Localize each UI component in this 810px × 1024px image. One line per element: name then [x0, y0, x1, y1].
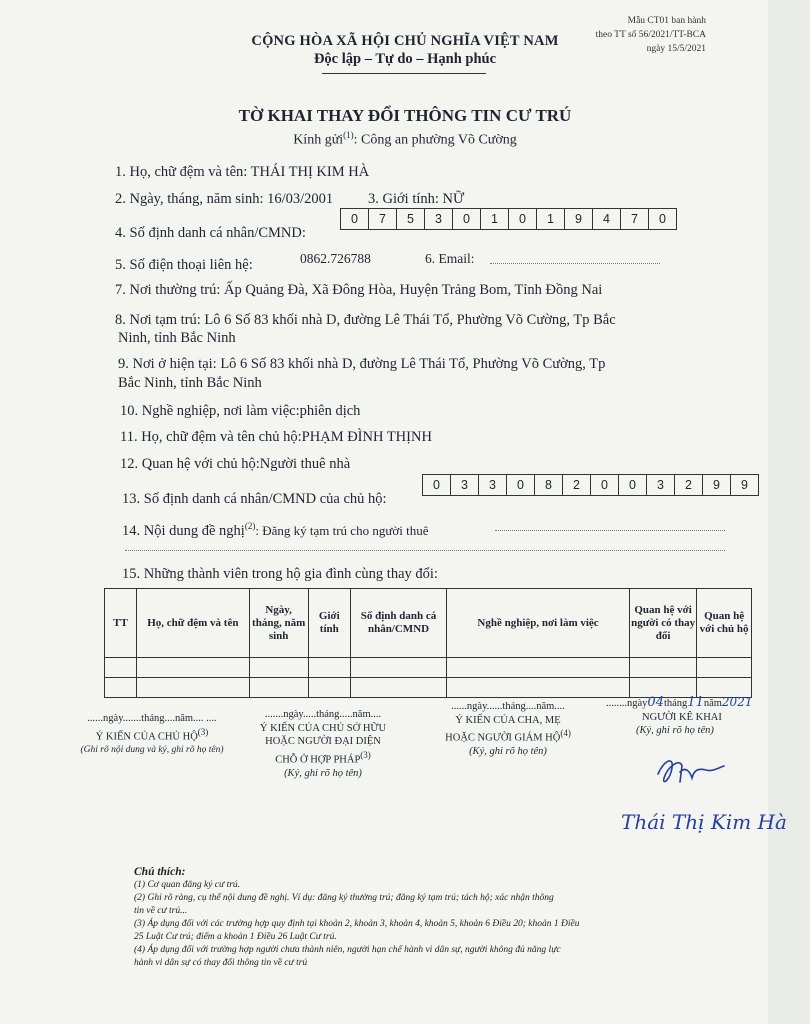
- digit-box: 0: [423, 475, 451, 495]
- digit-box: 0: [619, 475, 647, 495]
- id-number-boxes: [340, 208, 677, 230]
- digit-box: 3: [425, 209, 453, 229]
- note-line: hành vi dân sự có thay đổi thông tin về cư trú: [134, 958, 308, 968]
- digit-box: 1: [537, 209, 565, 229]
- form-code-line: Mẫu CT01 ban hành: [627, 16, 706, 26]
- request-value: : Đăng ký tạm trú cho người thuê: [255, 522, 429, 538]
- table-row: [105, 658, 752, 678]
- sig-hint: (Ghi rõ nội dung và ký, ghi rõ họ tên): [80, 744, 224, 755]
- digit-box: 3: [451, 475, 479, 495]
- signature-block-owner: [238, 708, 408, 780]
- field-current-address-line2: Bắc Ninh, tỉnh Bắc Ninh: [118, 375, 262, 391]
- signature-block-guardian: [428, 700, 588, 759]
- recipient-label: Kính gửi: [293, 132, 344, 148]
- head-id-number-boxes: [422, 474, 759, 496]
- footnote-ref: (2): [244, 521, 256, 531]
- digit-box: 7: [369, 209, 397, 229]
- handwritten-day: 04: [647, 695, 664, 710]
- footnote-ref: (4): [560, 728, 571, 738]
- footnote-ref: (1): [343, 130, 354, 140]
- notes-heading: Chú thích:: [134, 866, 186, 878]
- signature-scribble: [650, 752, 730, 792]
- digit-box: 9: [565, 209, 593, 229]
- field-email-label: 6. Email:: [425, 251, 475, 266]
- handwritten-month: 11: [687, 695, 704, 710]
- sig-hint: (Ký, ghi rõ họ tên): [636, 725, 714, 736]
- col-rel-head: Quan hệ với chủ hộ: [697, 589, 752, 658]
- members-table: [104, 588, 752, 698]
- form-title: TỜ KHAI THAY ĐỔI THÔNG TIN CƯ TRÚ: [238, 106, 572, 125]
- recipient: [0, 130, 810, 149]
- digit-box: 9: [741, 478, 748, 492]
- digit-box: 4: [593, 209, 621, 229]
- digit-box: 9: [703, 475, 731, 495]
- digit-box: 0: [453, 209, 481, 229]
- digit-box: 0: [591, 475, 619, 495]
- sig-date-line: ......ngày......tháng....năm....: [451, 701, 565, 712]
- field-phone-label: 5. Số điện thoại liên hệ:: [115, 257, 253, 273]
- footnote-ref: (3): [197, 726, 209, 737]
- col-birth: Ngày, tháng, năm sinh: [249, 589, 308, 658]
- col-occupation: Nghề nghiệp, nơi làm việc: [447, 589, 630, 658]
- digit-box: 7: [621, 209, 649, 229]
- col-id: Số định danh cá nhân/CMND: [350, 589, 446, 658]
- form-code-line: theo TT số 56/2021/TT-BCA: [595, 30, 706, 40]
- field-head-id-label: 13. Số định danh cá nhân/CMND của chủ hộ:: [122, 491, 387, 507]
- note-line: (4) Áp dụng đối với trường hợp người chưa thành niên, người hạn chế hành vi dân sự, người không đủ năng lực: [134, 945, 561, 955]
- field-id-label: 4. Số định danh cá nhân/CMND:: [115, 225, 306, 241]
- request-dotted-line: [495, 530, 725, 531]
- field-request: [122, 517, 428, 540]
- request-label: 14. Nội dung đề nghị: [122, 522, 245, 539]
- sig-date-line: .......ngày.....tháng.....năm....: [264, 709, 382, 720]
- note-line: 25 Luật Cư trú; điểm a khoản 1 Điều 26 Luật Cư trú.: [134, 932, 337, 942]
- footnote-ref: (3): [360, 749, 371, 760]
- sig-hint: (Ký, ghi rõ họ tên): [284, 767, 362, 779]
- email-dotted-line: [490, 263, 660, 264]
- form-code-line: ngày 15/5/2021: [646, 44, 706, 54]
- field-gender: 3. Giới tính: NỮ: [368, 191, 465, 207]
- col-tt: TT: [105, 589, 137, 658]
- sig-title: NGƯỜI KÊ KHAI: [642, 711, 722, 723]
- field-temp-address-line2: Ninh, tỉnh Bắc Ninh: [118, 330, 236, 346]
- field-permanent-address: 7. Nơi thường trú: Ấp Quảng Đà, Xã Đông Hòa, Huyện Trảng Bom, Tỉnh Đồng Nai: [115, 282, 603, 298]
- table-header-row: [105, 589, 752, 658]
- field-phone-value: 0862.726788: [300, 251, 371, 266]
- handwritten-name: Thái Thị Kim Hà: [621, 810, 787, 834]
- sig-date-line: ........ngày04tháng11năm2021: [606, 695, 753, 710]
- sig-date-line: ......ngày.......tháng....năm.... ....: [87, 713, 217, 724]
- sig-hint: (Ký, ghi rõ họ tên): [469, 746, 547, 757]
- digit-box: 2: [675, 475, 703, 495]
- note-line: (2) Ghi rõ ràng, cụ thể nội dung đề nghị. Ví dụ: đăng ký thường trú; đăng ký tạm trú; tách hộ; xác nhận thông: [134, 893, 554, 903]
- recipient-value: : Công an phường Võ Cường: [353, 132, 517, 148]
- footnotes: [134, 866, 579, 970]
- field-full-name: 1. Họ, chữ đệm và tên: THÁI THỊ KIM HÀ: [115, 164, 370, 180]
- motto: Độc lập – Tự do – Hạnh phúc: [313, 51, 497, 67]
- digit-box: 3: [647, 475, 675, 495]
- signature-block-household-head: [52, 712, 252, 757]
- digit-box: 0: [507, 475, 535, 495]
- col-rel-changed: Quan hệ với người có thay đổi: [630, 589, 697, 658]
- field-members-heading: 15. Những thành viên trong hộ gia đình cùng thay đổi:: [122, 566, 438, 582]
- col-name: Họ, chữ đệm và tên: [137, 589, 250, 658]
- note-line: (3) Áp dụng đối với các trường hợp quy định tại khoản 2, khoản 3, khoản 4, khoản 5, khoản 6 Điều 20; khoản 1 Điều: [134, 919, 580, 929]
- field-relationship: 12. Quan hệ với chủ hộ:Người thuê nhà: [120, 456, 351, 472]
- digit-box: 1: [481, 209, 509, 229]
- note-line: (1) Cơ quan đăng ký cư trú.: [134, 880, 241, 890]
- motto-underline: [322, 73, 486, 74]
- field-temp-address-line1: 8. Nơi tạm trú: Lô 6 Số 83 khối nhà D, đường Lê Thái Tổ, Phường Võ Cường, Tp Bắc: [115, 312, 616, 328]
- sig-title-line2: HOẶC NGƯỜI ĐẠI DIỆN: [265, 736, 381, 747]
- field-occupation: 10. Nghề nghiệp, nơi làm việc:phiên dịch: [120, 403, 361, 419]
- col-gender: Giới tính: [308, 589, 350, 658]
- request-dotted-line-2: [125, 550, 725, 551]
- nation-header: CỘNG HÒA XÃ HỘI CHỦ NGHĨA VIỆT NAM: [251, 33, 559, 49]
- digit-box: 0: [341, 209, 369, 229]
- signature-block-declarant: [606, 696, 766, 738]
- sig-title: Ý KIẾN CỦA CHỦ HỘ$^{(3)}$: [95, 726, 209, 742]
- digit-box: 2: [563, 475, 591, 495]
- note-line: tin về cư trú...: [134, 906, 188, 916]
- field-household-head: 11. Họ, chữ đệm và tên chủ hộ:PHẠM ĐÌNH THỊNH: [120, 429, 432, 445]
- sig-title-line3: CHỖ Ở HỢP PHÁP$^{(3)}$: [275, 749, 371, 765]
- sig-title-line2: HOẶC NGƯỜI GIÁM HỘ$^{(4)}$: [445, 728, 571, 744]
- digit-box: 0: [509, 209, 537, 229]
- handwritten-year: 2021: [721, 695, 753, 709]
- digit-box: 3: [479, 475, 507, 495]
- digit-box: 8: [535, 475, 563, 495]
- digit-box: 5: [397, 209, 425, 229]
- sig-title-line1: Ý KIẾN CỦA CHA, MẸ: [455, 714, 561, 726]
- sig-title-line1: Ý KIẾN CỦA CHỦ SỞ HỮU: [259, 722, 387, 734]
- field-current-address-line1: 9. Nơi ở hiện tại: Lô 6 Số 83 khối nhà D, đường Lê Thái Tổ, Phường Võ Cường, Tp: [118, 356, 606, 372]
- field-birth-date: 2. Ngày, tháng, năm sinh: 16/03/2001: [115, 191, 334, 207]
- digit-box: 0: [659, 212, 666, 226]
